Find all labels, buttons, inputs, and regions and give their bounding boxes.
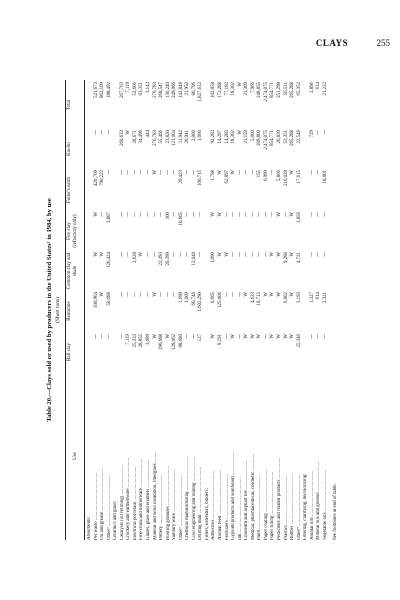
table-cell: --- <box>100 212 106 217</box>
table-cell: 17,615 <box>296 170 302 184</box>
row-label: Pesticides and related products ................. <box>276 457 282 540</box>
table-cell: --- <box>159 292 165 297</box>
table-cell: 21,159 <box>244 130 250 144</box>
table-cell: 2,474,075 <box>263 130 269 150</box>
table-cell: --- <box>263 334 269 339</box>
table-cell: 190,688 <box>159 334 165 350</box>
table-cell: 53,351 <box>283 130 289 144</box>
table-cell: --- <box>309 170 315 175</box>
table-cell: 265,288 <box>290 130 296 146</box>
table-cell: 18,302 <box>231 130 237 144</box>
row-label: Paper filling ................................... <box>270 471 276 540</box>
table-cell: 128,062 <box>172 334 178 350</box>
table-cell: 790,222 <box>100 170 106 186</box>
table-cell: --- <box>263 212 269 217</box>
table-cell: W <box>231 334 237 339</box>
table-cell: --- <box>165 170 171 175</box>
table-cell: 26,839 <box>276 130 282 144</box>
table-cell: --- <box>178 252 184 257</box>
table-cell: 5,000 <box>250 130 256 142</box>
row-label: Crockery and earthenware ........................ <box>126 457 132 540</box>
table-cell: W <box>237 130 243 135</box>
table-cell: 55,466 <box>159 130 165 144</box>
table-cell: W <box>100 252 106 257</box>
table-cell: --- <box>198 252 204 257</box>
table-cell: --- <box>224 292 230 297</box>
row-label: Medical, pharmaceutical, cosmetic .............. <box>250 453 256 540</box>
table-cell: 260,633 <box>119 130 125 146</box>
table-cell: W <box>276 292 282 297</box>
table-cell: 2,321 <box>322 292 328 304</box>
row-label: Glazes, glass and enamels ....................... <box>145 459 151 540</box>
table-cell: 77,182 <box>224 82 230 96</box>
table-cell: 50,688 <box>106 292 112 306</box>
table-cell: W <box>231 170 237 175</box>
table-cell: 4,721 <box>296 252 302 264</box>
table-cell: --- <box>237 252 243 257</box>
table-cell: --- <box>126 252 132 257</box>
table-cell: --- <box>316 212 322 217</box>
table-cell: W <box>126 130 132 135</box>
table-cell: W <box>218 252 223 257</box>
row-label: Vegetable oils .................................. <box>322 469 328 540</box>
table-cell: 1,000 <box>198 130 204 142</box>
table-cell: 7,966 <box>250 82 256 94</box>
table-cell: 52,666 <box>132 82 138 96</box>
table-cell: 276,783 <box>152 82 158 98</box>
row-label: Catalysts (oil refining) ........................ <box>119 465 125 540</box>
table-cell: W <box>152 292 158 297</box>
table-cell: 188,492 <box>106 82 112 98</box>
table-cell: 1,827,612 <box>198 82 204 102</box>
table-cell: --- <box>322 130 328 135</box>
table-cell: 80,796 <box>191 82 197 96</box>
row-label: Drilling mud ...................................... <box>198 466 204 540</box>
table-cell: 155 <box>257 170 263 178</box>
table-cell: --- <box>172 292 178 297</box>
table-cell: 22,393 <box>159 252 165 266</box>
table-cell: 1,699 <box>178 292 184 304</box>
table-cell: --- <box>100 130 106 135</box>
table-cell: --- <box>106 130 112 135</box>
table-cell: 21,950 <box>185 82 191 96</box>
table-cell: W <box>237 82 243 87</box>
table-cell: 1,856 <box>296 212 302 224</box>
table-cell: 444 <box>145 130 151 138</box>
table-cell: 5,866 <box>276 170 282 182</box>
table-cell: --- <box>106 170 112 175</box>
table-cell: W <box>257 334 263 339</box>
table-cell: W <box>152 170 158 175</box>
table-cell: --- <box>316 130 322 135</box>
rotated-table-region <box>46 80 366 540</box>
table-cell: --- <box>316 252 322 257</box>
table-cell: W <box>218 170 223 175</box>
table-cell: 21,222 <box>322 82 328 96</box>
row-label: Pet waste ....................................... <box>93 472 99 540</box>
row-label: Oil and grease .................................. <box>100 468 106 540</box>
table-cell: --- <box>231 292 237 297</box>
table-cell: 6,802 <box>283 292 289 304</box>
table-cell: 7,119 <box>126 82 132 93</box>
table-cell: W <box>290 334 296 339</box>
table-cell: W <box>165 334 171 339</box>
table-cell: 100,715 <box>198 170 204 186</box>
row-label: Other³ .......................................... <box>178 474 184 540</box>
table-cell: --- <box>145 292 151 297</box>
table-cell: --- <box>309 252 315 257</box>
table-cell: W <box>270 334 276 339</box>
table-cell: 3,193 <box>296 292 302 304</box>
table-cell: 20,941 <box>185 130 191 144</box>
table-cell: 56,511 <box>283 82 289 96</box>
table-cell: --- <box>322 252 328 257</box>
table-cell: 120,424 <box>106 252 112 268</box>
table-title: Table 20.—Clays sold or used by producers in the United States¹ in 1984, by use <box>46 198 53 422</box>
table-cell: --- <box>132 170 138 175</box>
table-cell: W <box>290 170 296 175</box>
table-cell: 130,240 <box>165 82 171 98</box>
row-label: Mineral and wool insulation, fiberglass ........ <box>152 452 158 540</box>
table-cell: --- <box>257 252 263 257</box>
table-cell: 28,671 <box>132 130 138 144</box>
table-cell: 18,801 <box>322 170 328 184</box>
table-cell: --- <box>119 334 125 339</box>
running-title: CLAYS <box>315 38 349 48</box>
table-cell: --- <box>100 334 106 339</box>
table-cell: W <box>263 292 269 297</box>
table-cell: --- <box>237 334 243 339</box>
table-cell: --- <box>145 252 151 257</box>
table-cell: --- <box>172 170 178 175</box>
row-label: Electrical porcelain ............................ <box>132 466 138 540</box>
table-cell: 300 <box>165 212 171 220</box>
table-cell: --- <box>191 170 197 175</box>
table-cell: 854,771 <box>270 130 276 146</box>
header-top-rule <box>65 80 66 540</box>
table-cell: --- <box>152 212 158 217</box>
table-cell: 10,712 <box>257 292 263 306</box>
table-cell: --- <box>119 170 125 175</box>
table-cell: 127 <box>198 334 204 342</box>
row-label: Other² .......................................... <box>106 474 112 540</box>
table-cell: --- <box>139 170 145 175</box>
table-cell: 23,820 <box>165 130 171 144</box>
table-cell: --- <box>191 212 197 217</box>
table-cell: 2,628 <box>132 252 138 264</box>
table-cell: 18,302 <box>231 82 237 96</box>
table-cell: --- <box>309 212 315 217</box>
table-cell: 3,689 <box>145 334 151 346</box>
header-bottom-rule <box>84 80 85 540</box>
table-cell: 100,964 <box>93 292 99 308</box>
table-cell: --- <box>145 170 151 175</box>
table-cell: W <box>100 292 106 297</box>
table-cell: 9,280 <box>283 252 289 264</box>
table-cell: 6,999 <box>263 170 269 182</box>
row-label: Fillers, extenders, binders: <box>204 488 210 540</box>
table-cell: --- <box>185 252 191 257</box>
table-subtitle: (Short tons) <box>55 297 61 323</box>
table-cell: W <box>270 252 276 257</box>
column-header: Ball clay <box>67 343 72 361</box>
table-cell: 1,798 <box>211 170 217 182</box>
table-cell: 614 <box>316 82 322 90</box>
table-cell: 2,474,075 <box>263 82 269 102</box>
table-cell: --- <box>250 212 256 217</box>
table-cell: 102,058 <box>211 82 217 98</box>
table-cell: --- <box>126 212 132 217</box>
table-cell: --- <box>172 252 178 257</box>
table-cell: 854,771 <box>270 82 276 98</box>
table-cell: 20,399 <box>165 252 171 266</box>
table-cell: --- <box>119 292 125 297</box>
table-cell: --- <box>244 170 250 175</box>
table-cell: W <box>211 334 217 339</box>
table-cell: --- <box>316 334 322 339</box>
data-table <box>46 80 366 540</box>
table-cell: 267,763 <box>119 82 125 98</box>
table-cell: W <box>290 252 296 257</box>
table-cell: W <box>276 252 282 257</box>
row-label: Other⁴ .......................................... <box>296 474 302 540</box>
table-cell: --- <box>191 334 197 339</box>
table-cell: 10,665 <box>178 212 184 226</box>
table-cell: 92,283 <box>211 130 217 144</box>
table-cell: W <box>152 334 158 339</box>
table-cell: 1,327 <box>309 292 315 304</box>
table-cell: 4,633 <box>250 292 256 304</box>
table-cell: 121,004 <box>172 130 178 146</box>
table-cell: W <box>244 292 250 297</box>
table-cell: 3,887 <box>106 212 112 224</box>
table-cell: 521,673 <box>93 82 99 98</box>
table-cell: W <box>218 212 223 217</box>
table-cell: --- <box>185 334 191 339</box>
table-cell: --- <box>119 252 125 257</box>
table-cell: 21,309 <box>244 82 250 96</box>
table-cell: W <box>93 212 99 217</box>
table-cell: 66,748 <box>191 292 197 306</box>
table-cell: W <box>290 292 296 297</box>
table-cell: 3,143 <box>145 82 151 94</box>
table-cell: --- <box>257 212 263 217</box>
table-cell: --- <box>145 212 151 217</box>
table-cell: 142,848 <box>178 82 184 98</box>
table-cell: --- <box>322 212 328 217</box>
table-cell: W <box>283 334 289 339</box>
table-cell: W <box>250 334 256 339</box>
table-cell: --- <box>237 170 243 175</box>
row-label: Ink ............................................. <box>237 477 243 540</box>
column-header: Fire clay (refractory only) <box>67 214 78 248</box>
row-label: Gypsum products and wallboard ................... <box>231 451 237 540</box>
column-header: Use <box>73 452 78 460</box>
table-cell: --- <box>159 170 165 175</box>
row-label: Animal oils ..................................... <box>309 470 315 540</box>
table-cell: --- <box>316 170 322 175</box>
table-cell: --- <box>263 252 269 257</box>
table-cell: 276,783 <box>152 130 158 146</box>
table-cell: 14,285 <box>224 130 230 144</box>
row-label: Fine china and dinnerware ....................... <box>139 458 145 540</box>
column-header: Total <box>67 99 72 111</box>
table-cell: --- <box>309 334 315 339</box>
table-cell: --- <box>185 170 191 175</box>
table-cell: W <box>270 292 276 297</box>
row-label: Animal feed ..................................... <box>218 469 223 540</box>
table-cell: W <box>276 334 282 339</box>
table-cell: 11,942 <box>178 130 184 144</box>
table-cell: --- <box>283 212 289 217</box>
table-cell: --- <box>132 292 138 297</box>
table-cell: --- <box>231 252 237 257</box>
table-cell: --- <box>244 212 250 217</box>
table-cell: 125,006 <box>218 292 223 308</box>
table-cell: --- <box>165 292 171 297</box>
table-cell: 1,090 <box>211 252 217 264</box>
table-cell: 22,548 <box>296 130 302 144</box>
row-label: Civil engineering and sealing .................... <box>191 456 197 540</box>
table-cell: 14,297 <box>218 130 223 144</box>
table-cell: W <box>93 252 99 257</box>
table-cell: --- <box>250 252 256 257</box>
table-cell: 25,346 <box>296 334 302 348</box>
table-cell: 1,602,290 <box>198 292 204 312</box>
row-label: Rubber .......................................... <box>290 473 296 540</box>
table-cell: 729 <box>309 130 315 138</box>
column-header: Fuller's earth <box>67 176 72 204</box>
table-cell: --- <box>270 212 276 217</box>
table-cell: 9,191 <box>218 334 223 346</box>
table-cell: --- <box>93 130 99 135</box>
table-cell: --- <box>185 212 191 217</box>
table-cell: 249,066 <box>172 82 178 98</box>
table-cell: --- <box>250 170 256 175</box>
table-cell: 2,896 <box>309 82 315 94</box>
row-label: Fertilizers ..................................... <box>224 473 230 540</box>
column-header: Bentonite <box>67 301 72 321</box>
row-label: Filtering, clarifying, decolorizing: <box>303 473 309 540</box>
table-cell: --- <box>270 170 276 175</box>
row-label: Pottery ......................................... <box>159 474 165 540</box>
row-label: Linoleum and asphalt tile ....................... <box>244 460 250 540</box>
table-cell: --- <box>139 292 145 297</box>
row-label: Roofing granules ................................ <box>165 465 171 540</box>
table-cell: 216,028 <box>283 170 289 186</box>
table-cell: 172,288 <box>218 82 223 98</box>
table-cell: --- <box>322 334 328 339</box>
table-cell: --- <box>224 212 230 217</box>
table-cell: 7,119 <box>126 334 132 345</box>
table-cell: --- <box>172 212 178 217</box>
table-cell: 28,855 <box>139 334 145 348</box>
table-cell: --- <box>126 170 132 175</box>
table-cell: --- <box>237 292 243 297</box>
table-cell: --- <box>152 252 158 257</box>
table-cell: 25,333 <box>132 334 138 348</box>
row-label: Sanitary ware ................................... <box>172 468 178 540</box>
table-cell: 63,351 <box>139 82 145 96</box>
table-cell: 265,288 <box>290 82 296 98</box>
table-cell: --- <box>237 212 243 217</box>
table-cell: --- <box>198 212 204 217</box>
table-cell: --- <box>106 334 112 339</box>
table-cell: --- <box>224 334 230 339</box>
row-label: Absorbents: <box>87 516 92 540</box>
table-cell: W <box>139 252 145 257</box>
table-cell: 98,680 <box>178 334 184 348</box>
table-cell: W <box>224 252 230 257</box>
table-cell: 420,709 <box>93 170 99 186</box>
table-cell: 862,109 <box>100 82 106 98</box>
table-cell: 34,496 <box>139 130 145 144</box>
row-label: Chemical manufacturing ............................ <box>185 456 191 540</box>
row-label: Paint ........................................... <box>257 476 263 540</box>
table-cell: W <box>211 212 217 217</box>
row-label: Ceramics and glass: <box>113 500 119 540</box>
table-cell: 268,547 <box>159 82 165 98</box>
table-cell: 2,000 <box>191 130 197 142</box>
table-cell: 248,855 <box>257 82 263 98</box>
table-cell: 65,352 <box>296 82 302 96</box>
table-cell: 12,048 <box>191 252 197 266</box>
table-cell: --- <box>244 252 250 257</box>
table-cell: --- <box>231 212 237 217</box>
table-cell: --- <box>132 212 138 217</box>
table-cell: 6,665 <box>211 292 217 304</box>
table-cell: 251,298 <box>276 82 282 98</box>
table-cell: 20,423 <box>178 170 184 184</box>
row-label: Plastics ........................................ <box>283 474 289 540</box>
row-label: Mineral oils and greases ........................ <box>316 461 322 540</box>
table-cell: W <box>290 212 296 217</box>
table-cell: 614 <box>316 292 322 300</box>
table-cell: --- <box>93 334 99 339</box>
table-cell: --- <box>159 212 165 217</box>
table-cell: W <box>244 334 250 339</box>
page-number: 255 <box>376 38 390 48</box>
table-cell: 62,897 <box>224 170 230 184</box>
table-cell: --- <box>119 212 125 217</box>
table-cell: 209,800 <box>257 130 263 146</box>
table-cell: --- <box>139 212 145 217</box>
column-header: Common clay and shale <box>67 252 78 290</box>
table-cell: --- <box>126 292 132 297</box>
column-header: Kaolin <box>67 142 72 156</box>
row-label: Paper coating ................................... <box>263 469 269 540</box>
row-label: Adhesives ....................................... <box>211 470 217 540</box>
table-cell: W <box>276 212 282 217</box>
table-cell: 1,009 <box>185 292 191 304</box>
table-footnote: See footnotes at end of table. <box>333 483 339 540</box>
